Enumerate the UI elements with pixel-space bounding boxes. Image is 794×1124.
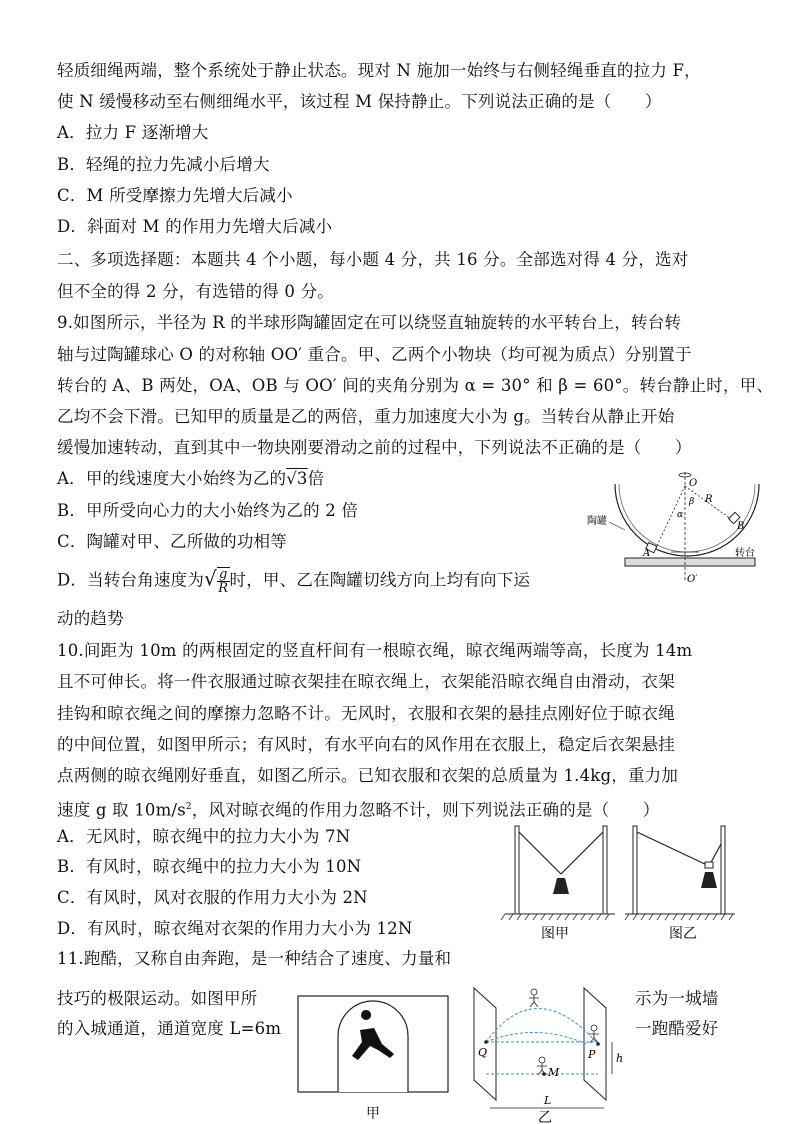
q10-option-c: C．有风时，风对衣服的作用力大小为 2N <box>57 888 368 907</box>
label-alpha: α <box>677 510 684 520</box>
q10-line-3: 挂钩和晾衣绳之间的摩擦力忽略不计。无风时，衣服和衣架的悬挂点刚好位于晾衣绳 <box>57 704 675 723</box>
q9-option-d-text: D．当转台角速度为 <box>57 570 205 590</box>
q9-option-a-text: A．甲的线速度大小始终为乙的 <box>57 469 287 488</box>
caption-jia: 图甲 <box>541 926 569 942</box>
q8-line-2: 使 N 缓慢移动至右侧细绳水平，该过程 M 保持静止。下列说法正确的是（ ） <box>57 92 662 111</box>
section2-line-2: 但不全的得 2 分，有选错的得 0 分。 <box>57 282 334 301</box>
label-b: B <box>737 521 745 532</box>
caption-yi: 图乙 <box>669 926 697 942</box>
q11-line-3-left: 的入城通道，通道宽度 L=6m <box>57 1019 282 1038</box>
q11-figure-yi <box>466 982 628 1124</box>
label-p: P <box>588 1048 596 1061</box>
label-turntable: 转台 <box>735 548 755 559</box>
label-q: Q <box>478 1046 488 1059</box>
rope-left <box>637 832 709 866</box>
q10-line-6-text: 速度 g 取 10m/s <box>57 800 186 820</box>
q8-line-1: 轻质细绳两端，整个系统处于静止状态。现对 N 施加一始终与右侧轻绳垂直的拉力 F， <box>57 61 701 80</box>
q8-option-c: C．M 所受摩擦力先增大后减小 <box>57 186 293 205</box>
q9-option-a-suffix: 倍 <box>307 469 325 488</box>
label-l: L <box>544 1094 552 1107</box>
q9-line-1: 9.如图所示，半径为 R 的半球形陶罐固定在可以绕竖直轴旋转的水平转台上，转台转 <box>57 313 682 332</box>
pot-pointer <box>609 522 625 530</box>
q10-option-d: D．有风时，晾衣绳对衣架的作用力大小为 12N <box>57 919 413 938</box>
q10-line-6 <box>57 796 659 822</box>
right-pole <box>721 826 725 914</box>
trajectory-upper <box>486 1008 598 1044</box>
label-r: R <box>705 494 713 505</box>
q11-line-3-right: 一跑酷爱好 <box>635 1019 719 1038</box>
left-pole <box>633 826 637 914</box>
fraction-denominator: R <box>218 581 229 596</box>
q9-option-c: C．陶罐对甲、乙所做的功相等 <box>57 532 287 551</box>
q11-line-2-left: 技巧的极限运动。如图甲所 <box>57 989 258 1008</box>
label-jia: 甲 <box>366 1106 380 1122</box>
label-pot: 陶罐 <box>587 516 607 527</box>
left-pole <box>515 826 519 914</box>
hanger <box>705 862 713 868</box>
rope-right <box>561 832 603 874</box>
clothes-icon <box>701 872 717 888</box>
section2-line-1: 二、多项选择题：本题共 4 个小题，每小题 4 分，共 16 分。全部选对得 4 分，选对 <box>57 250 689 269</box>
q11-line-2-right: 示为一城墙 <box>635 989 719 1008</box>
q10-option-b: B．有风时，晾衣绳中的拉力大小为 10N <box>57 857 362 876</box>
label-h: h <box>616 1052 624 1065</box>
superscript-2: 2 <box>185 802 192 812</box>
q8-option-d: D．斜面对 M 的作用力先增大后减小 <box>57 217 333 236</box>
person-top-icon <box>529 989 539 1007</box>
q10-figure-yi <box>625 822 747 942</box>
q9-option-a <box>57 468 324 490</box>
q10-figure-jia <box>503 822 625 942</box>
q10-line-4: 的中间位置，如图甲所示；有风时，有水平向右的风作用在衣服上，稳定后衣架悬挂 <box>57 735 675 754</box>
q10-option-a: A．无风时，晾衣绳中的拉力大小为 7N <box>57 827 351 846</box>
clothes-icon <box>553 878 569 894</box>
label-m: M <box>548 1066 560 1079</box>
turntable <box>625 558 755 566</box>
ground-hatching <box>501 914 609 920</box>
point-q <box>484 1040 488 1044</box>
q8-option-b: B．轻绳的拉力先减小后增大 <box>57 155 270 174</box>
q10-line-1: 10.间距为 10m 的两根固定的竖直杆间有一根晾衣绳，晾衣绳两端等高，长度为 14m <box>57 641 693 660</box>
fraction-numerator: g <box>218 567 228 582</box>
left-wall <box>474 988 496 1100</box>
label-beta: β <box>689 497 695 507</box>
q11-line-1: 11.跑酷，又称自由奔跑，是一种结合了速度、力量和 <box>57 949 452 968</box>
label-yi: 乙 <box>538 1110 552 1124</box>
q9-figure <box>585 472 765 590</box>
g-over-r-fraction <box>217 567 230 595</box>
q9-line-5: 缓慢加速转动，直到其中一物块刚要滑动之前的过程中，下列说法不正确的是（ ） <box>57 438 692 457</box>
q10-line-2: 且不可伸长。将一件衣服通过晾衣架挂在晾衣绳上，衣架能沿晾衣绳自由滑动，衣架 <box>57 672 675 691</box>
q9-line-4: 乙均不会下滑。已知甲的质量是乙的两倍，重力加速度大小为 g。当转台从静止开始 <box>57 407 675 426</box>
q9-option-d-continued: 动的趋势 <box>57 609 124 628</box>
sqrt3-expression: √3 <box>286 469 308 488</box>
q9-option-d <box>57 567 530 595</box>
q10-line-6-suffix: ，风对晾衣绳的作用力忽略不计，则下列说法正确的是（ ） <box>191 800 660 820</box>
label-o-prime: O′ <box>687 574 698 585</box>
sqrt-symbol: √ <box>204 566 217 591</box>
point-p <box>596 1042 600 1046</box>
q9-line-3: 转台的 A、B 两处，OA、OB 与 OO′ 间的夹角分别为 α = 30° 和 β = 60°。转台静止时，甲、 <box>57 376 774 395</box>
q9-option-d-suffix: 时，甲、乙在陶罐切线方向上均有向下运 <box>229 570 531 590</box>
point-m <box>542 1072 546 1076</box>
q8-option-a: A．拉力 F 逐渐增大 <box>57 123 209 142</box>
q10-line-5: 点两侧的晾衣绳刚好垂直，如图乙所示。已知衣服和衣架的总质量为 1.4kg，重力加 <box>57 766 679 785</box>
rope-left <box>519 832 561 874</box>
q9-line-2: 轴与过陶罐球心 O 的对称轴 OO′ 重合。甲、乙两个小物块（均可视为质点）分别置于 <box>57 345 692 364</box>
label-o: O <box>689 478 698 489</box>
label-a: A <box>643 548 651 559</box>
q9-option-b: B．甲所受向心力的大小始终为乙的 2 倍 <box>57 501 359 520</box>
person-bottom-icon <box>537 1057 547 1075</box>
q11-figure-jia <box>298 996 450 1124</box>
right-pole <box>603 826 607 914</box>
right-wall <box>584 988 606 1100</box>
ground-hatching <box>625 914 733 920</box>
